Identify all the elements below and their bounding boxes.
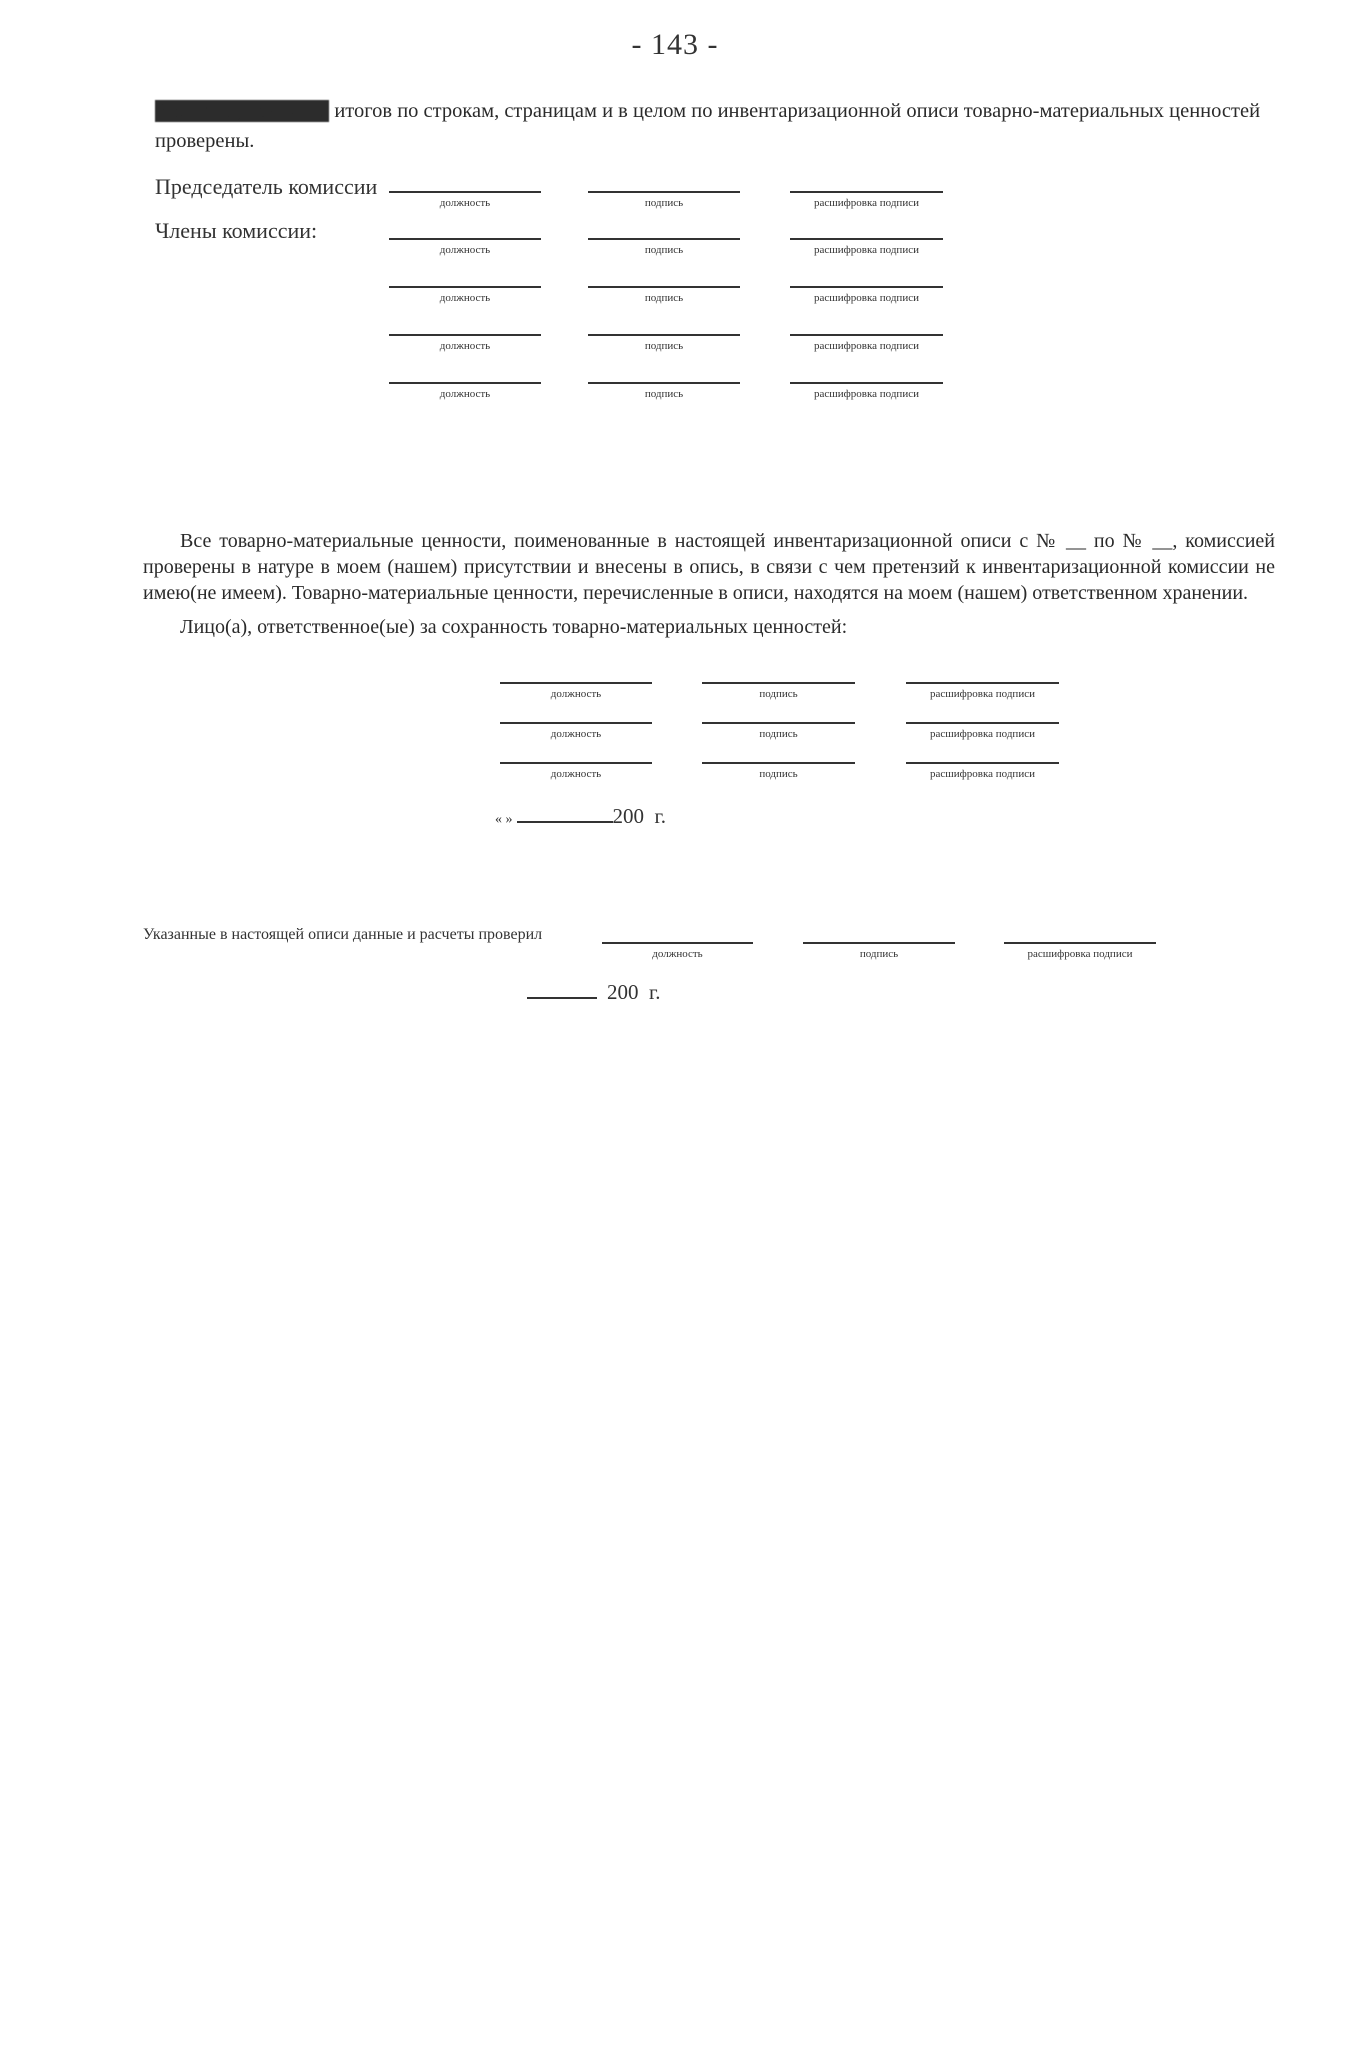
- verifier-date[interactable]: [527, 980, 661, 1005]
- verifier-signature-field[interactable]: подпись: [803, 942, 955, 960]
- member-1-signature-field[interactable]: подпись: [588, 238, 740, 256]
- smudged-lead: Все цены, подсчеты: [155, 100, 330, 122]
- member-4-signature-field[interactable]: подпись: [588, 382, 740, 400]
- member-3-position-field[interactable]: должность: [389, 334, 541, 352]
- responsible-3-decoding-field[interactable]: расшифровка подписи: [906, 762, 1059, 780]
- chairman-signature-field[interactable]: подпись: [588, 191, 740, 209]
- verifier-label: Указанные в настоящей описи данные и расчеты проверил: [143, 926, 543, 943]
- responsible-label: Лицо(а), ответственное(ые) за сохранность товарно-материальных ценностей:: [180, 616, 848, 638]
- responsible-1-decoding-field[interactable]: расшифровка подписи: [906, 682, 1059, 700]
- statement-paragraph: Все товарно-материальные ценности, поименованные в настоящей инвентаризационной описи с № __ по № __, комиссией проверены в натуре в моем (нашем) присутствии и внесены в опись, в связи с чем претензий к инвентаризационной комиссии не имею(не имеем). Товарно-материальные ценности, перечисленные в описи, находятся на моем (нашем) ответственном хранении.: [143, 530, 1275, 604]
- responsible-1-position-field[interactable]: должность: [500, 682, 652, 700]
- verifier-position-field[interactable]: должность: [602, 942, 753, 960]
- date-suffix: г.: [654, 804, 666, 828]
- chairman-decoding-field[interactable]: расшифровка подписи: [790, 191, 943, 209]
- chairman-label: Председатель комиссии: [155, 174, 378, 199]
- verifier-decoding-field[interactable]: расшифровка подписи: [1004, 942, 1156, 960]
- responsible-date[interactable]: [495, 804, 666, 829]
- verifier-date-year: 200: [607, 980, 639, 1004]
- date-year: 200: [612, 804, 644, 828]
- intro-text-line-2: проверены.: [155, 130, 255, 152]
- member-1-position-field[interactable]: должность: [389, 238, 541, 256]
- responsible-3-position-field[interactable]: должность: [500, 762, 652, 780]
- member-2-signature-field[interactable]: подпись: [588, 286, 740, 304]
- member-4-decoding-field[interactable]: расшифровка подписи: [790, 382, 943, 400]
- member-3-signature-field[interactable]: подпись: [588, 334, 740, 352]
- verifier-date-suffix: г.: [649, 980, 661, 1004]
- chairman-position-field[interactable]: должность: [389, 191, 541, 209]
- member-4-position-field[interactable]: должность: [389, 382, 541, 400]
- page-number: - 143 -: [631, 28, 719, 61]
- date-quotes: « »: [495, 812, 513, 827]
- intro-text-body: итогов по строкам, страницам и в целом по инвентаризационной описи товарно-материальных ценностей: [334, 100, 1261, 122]
- responsible-2-decoding-field[interactable]: расшифровка подписи: [906, 722, 1059, 740]
- responsible-2-signature-field[interactable]: подпись: [702, 722, 855, 740]
- intro-text: [155, 100, 1275, 123]
- member-3-decoding-field[interactable]: расшифровка подписи: [790, 334, 943, 352]
- responsible-2-position-field[interactable]: должность: [500, 722, 652, 740]
- member-2-decoding-field[interactable]: расшифровка подписи: [790, 286, 943, 304]
- members-label: Члены комиссии:: [155, 218, 318, 243]
- responsible-3-signature-field[interactable]: подпись: [702, 762, 855, 780]
- member-1-decoding-field[interactable]: расшифровка подписи: [790, 238, 943, 256]
- member-2-position-field[interactable]: должность: [389, 286, 541, 304]
- responsible-1-signature-field[interactable]: подпись: [702, 682, 855, 700]
